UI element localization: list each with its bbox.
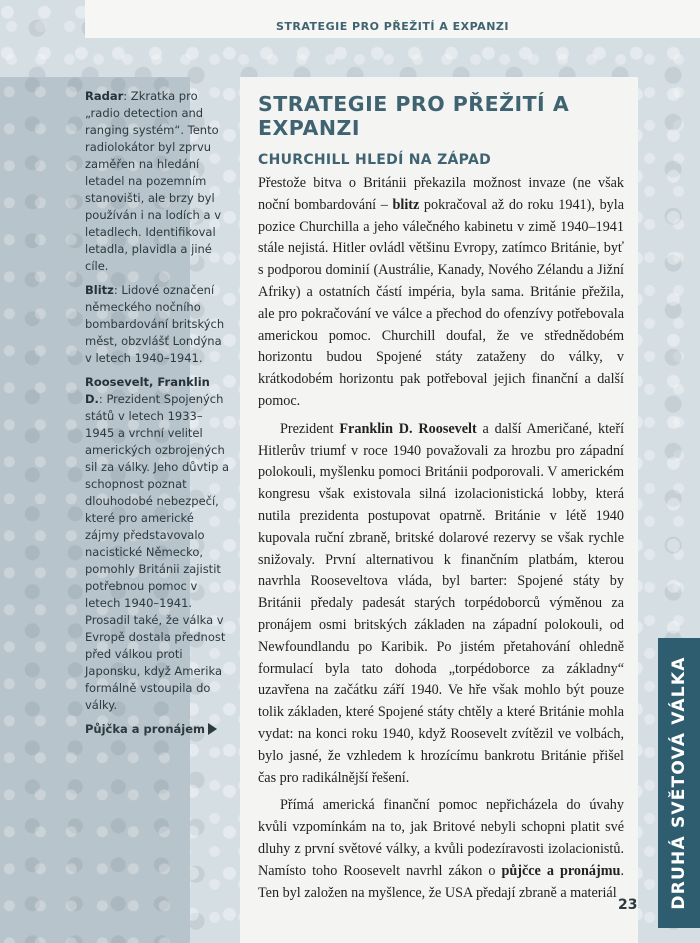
paragraph-text: Přestože bitva o Británii překazila možnost invaze (ne však noční bombardování – xyxy=(258,175,624,213)
running-head: STRATEGIE PRO PŘEŽITÍ A EXPANZI xyxy=(276,20,509,33)
glossary-continue xyxy=(85,721,230,738)
glossary-entry-radar xyxy=(85,88,230,275)
paragraph-keyword: půjčce a pronájmu xyxy=(501,862,621,879)
paragraph-keyword: Franklin D. Roosevelt xyxy=(339,420,477,437)
chapter-side-tab-label: DRUHÁ SVĚTOVÁ VÁLKA xyxy=(669,656,689,910)
paragraph-text: Prezident xyxy=(280,420,340,437)
paragraph-text: pokračoval až do roku 1941), byla pozice Churchilla a jeho válečného kabinetu v zimě 1940–1941 stále nejistá. Hitler ovládl většinu Evropy, zatímco Británie, byť s podporou dominií (Austrálie, Kanady, Nového Zélandu a Jižní Afriky) a ostatních částí impéria, byla sama. Británie přežila, ale pro pokračování ve válce a přechod do ofenzívy potřebovala americkou pomoc. Churchill doufal, že ve střednědobém horizontu budou Spojené státy zataženy do války, v krátkodobém horizontu pak potřeboval jejich finanční a další pomoc. xyxy=(258,196,624,409)
section-heading: CHURCHILL HLEDÍ NA ZÁPAD xyxy=(258,152,492,168)
glossary-term: Blitz xyxy=(85,283,114,297)
paragraph-keyword: blitz xyxy=(392,196,420,213)
glossary-term: Radar xyxy=(85,89,124,103)
page-title: STRATEGIE PRO PŘEŽITÍ A EXPANZI xyxy=(258,92,570,140)
glossary-definition: : Prezident Spojených států v letech 1933–1945 a vrchní velitel amerických ozbrojených sil za války. Jeho důvtip a schopnost poznat dlouhodobé nebezpečí, které pro americké zájmy představovalo nacistické Německo, pomohly Británii zajistit potřebnou pomoc v letech 1940–1941. Prosadil také, že válka v Evropě dostala přednost před válkou proti Japonsku, když Amerika formálně vstoupila do války. xyxy=(85,392,230,712)
glossary-definition: : Zkratka pro „radio detection and ranging systém“. Tento radiolokátor byl zprvu zaměřen na hledání letadel na pozemním stanovišti, ale brzy byl používán i na lodích a v letadlech. Identifikoval letadla, plavidla a jiné cíle. xyxy=(85,89,221,273)
article-body xyxy=(258,173,624,910)
glossary-sidebar xyxy=(85,88,230,745)
glossary-definition: : Lidové označení německého nočního bombardování britských měst, obzvlášť Londýna v letech 1940–1941. xyxy=(85,283,225,365)
paragraph xyxy=(258,173,624,413)
paragraph xyxy=(258,795,624,904)
page-number: 23 xyxy=(618,897,638,913)
paragraph xyxy=(258,419,624,790)
glossary-term: Roosevelt, Franklin D. xyxy=(85,375,210,406)
paragraph-text: a další Američané, kteří Hitlerův triumf v roce 1940 považovali za hrozbu pro západní polokouli, myšlenku pomoci Británii podporovali. V americkém kongresu však existovala silná izolacionistická lobby, která nutila prezidenta postupovat opatrně. Británie v létě 1940 kupovala ruční zbraně, britské dolarové rezervy se však rychle snižovaly. První alternativou k finančním platbám, kterou navrhla Rooseveltova vláda, byl barter: Spojené státy by Británii předaly padesát starých torpédoborců výměnou za pronájem osmi britských základen na západní polokouli, od Newfoundlandu po Karibik. Po jistém přetahování ohledně formulací byla tato dohoda „torpédoborce za základny“ uzavřena na začátku září 1940. Ve hře však mohlo být pouze tolik základen, které Spojené státy chtěly a které Británie mohla vydat: na konci roku 1940, když Roosevelt zvítězil ve volbách, bylo jasné, že vzhledem k hrozícímu bankrotu Británie přišel čas pro radikálnější řešení. xyxy=(258,420,625,786)
paragraph-text: . Ten byl založen na myšlence, že USA předají zbraně a materiál xyxy=(258,862,624,901)
glossary-entry-roosevelt xyxy=(85,374,230,714)
continue-arrow-icon xyxy=(208,723,217,735)
glossary-entry-blitz xyxy=(85,282,230,367)
paragraph-text: Přímá americká finanční pomoc nepřicházela do úvahy kvůli vzpomínkám na to, jak Britové nebyli schopni platit své dluhy z první světové války, a kvůli podezíravosti izolacionistů. Namísto toho Roosevelt navrhl zákon o xyxy=(258,797,624,879)
glossary-continue-label: Půjčka a pronájem xyxy=(85,722,206,736)
